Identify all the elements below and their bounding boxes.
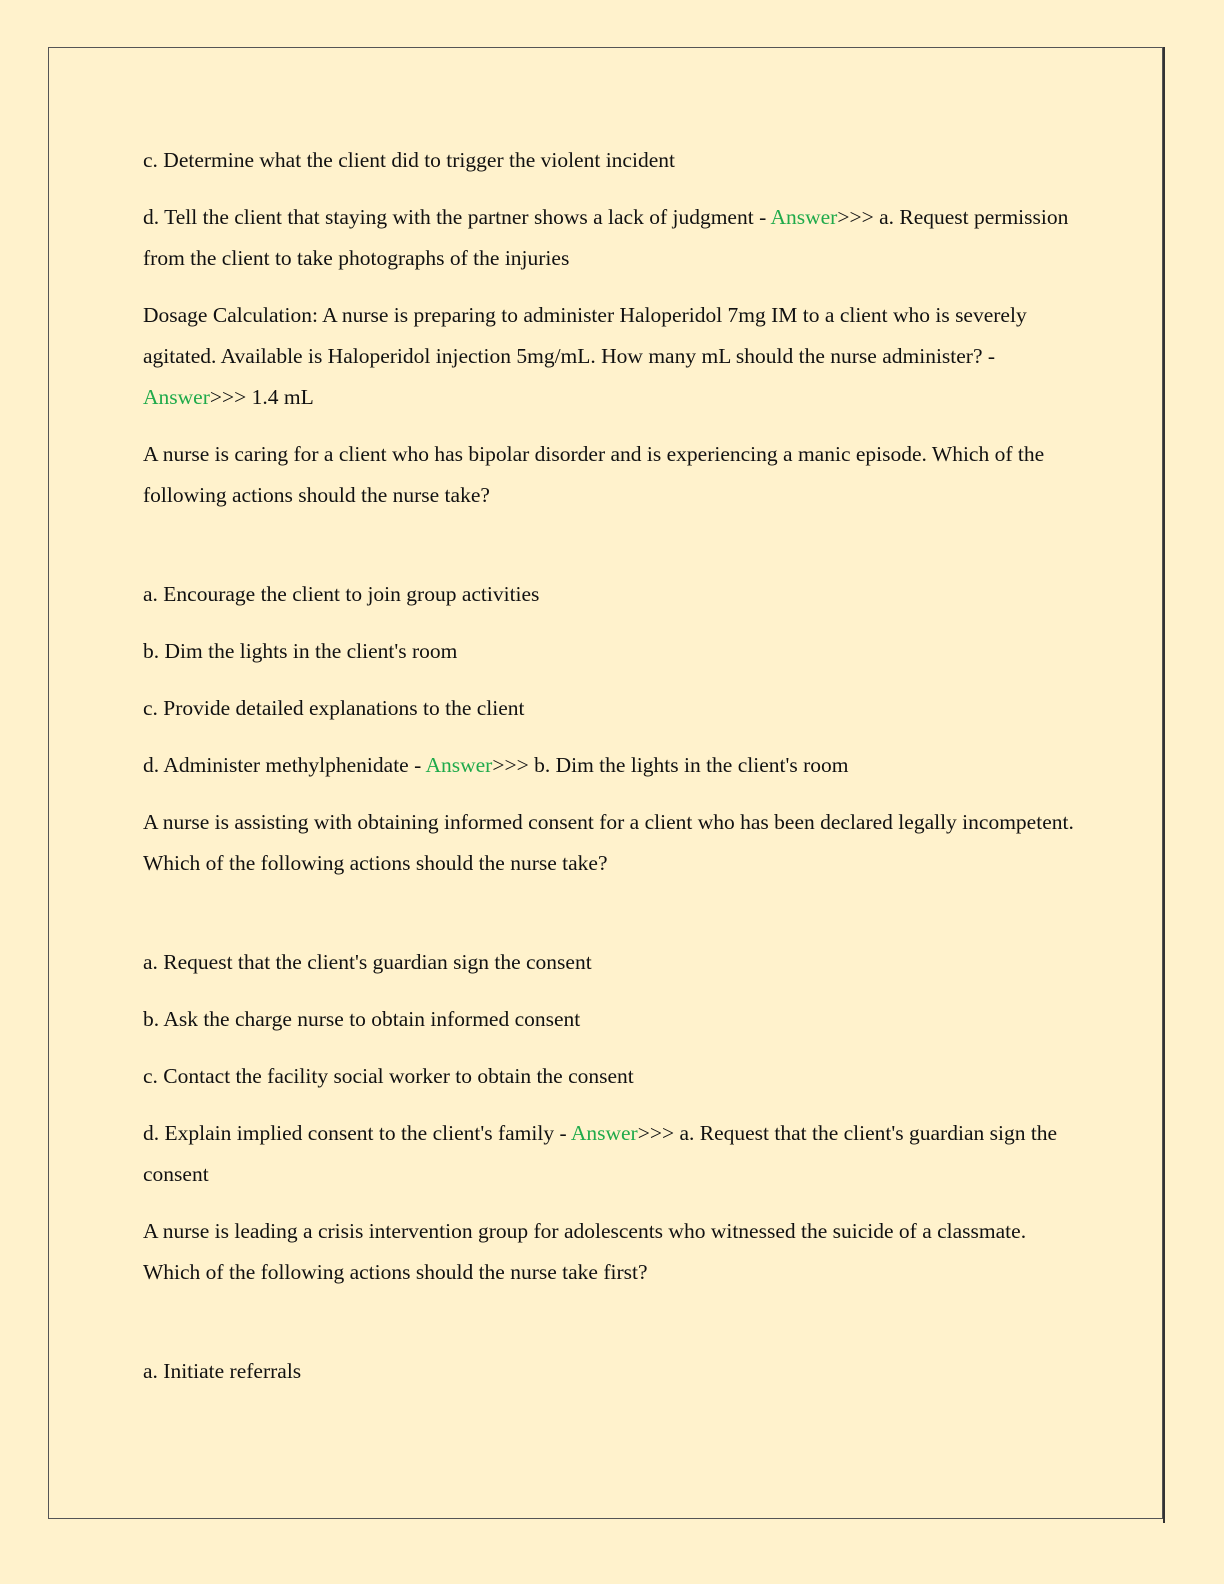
option-text: a. Initiate referrals <box>143 1359 302 1383</box>
answer-text: >>> a. Request that the client's guardian sign the consent <box>143 1121 1058 1186</box>
option-d-answer-dim-lights <box>143 745 1083 786</box>
question-text: A nurse is caring for a client who has bipolar disorder and is experiencing a manic episode. Which of the following actions should the nurse take? <box>143 442 1045 507</box>
option-b-charge-nurse <box>143 999 1083 1040</box>
option-text: a. Request that the client's guardian sign the consent <box>143 950 592 974</box>
option-c-social-worker <box>143 1056 1083 1097</box>
answer-text: >>> b. Dim the lights in the client's room <box>492 753 849 777</box>
option-text: b. Dim the lights in the client's room <box>143 639 458 663</box>
option-c-trigger <box>143 140 1083 181</box>
page-border-edge <box>1163 47 1165 1523</box>
answer-label: Answer <box>425 753 493 777</box>
spacer <box>143 900 1083 942</box>
question-text: Dosage Calculation: A nurse is preparing to administer Haloperidol 7mg IM to a client who is severely agitated. Available is Haloperidol injection 5mg/mL. How many mL should the nurse administer? - <box>143 303 1027 368</box>
option-d-answer-photographs <box>143 197 1083 279</box>
question-text: A nurse is leading a crisis intervention group for adolescents who witnessed the suicide of a classmate. Which of the following actions should the nurse take first? <box>143 1219 1027 1284</box>
spacer <box>143 1309 1083 1351</box>
option-text: c. Contact the facility social worker to obtain the consent <box>143 1064 634 1088</box>
question-text: A nurse is assisting with obtaining informed consent for a client who has been declared legally incompetent. Which of the following actions should the nurse take? <box>143 810 1074 875</box>
option-b-dim-lights <box>143 631 1083 672</box>
question-bipolar-manic <box>143 434 1083 516</box>
question-crisis-intervention <box>143 1211 1083 1293</box>
answer-label: Answer <box>570 1121 638 1145</box>
option-text: c. Determine what the client did to trigger the violent incident <box>143 148 675 172</box>
option-a-referrals <box>143 1351 1083 1392</box>
spacer <box>143 532 1083 574</box>
option-text: d. Explain implied consent to the client's family - <box>143 1121 571 1145</box>
answer-label: Answer <box>143 385 210 409</box>
option-c-explanations <box>143 688 1083 729</box>
answer-text: >>> a. Request permission from the client to take photographs of the injuries <box>143 205 1069 270</box>
answer-text: >>> 1.4 mL <box>209 385 314 409</box>
option-d-answer-guardian <box>143 1113 1083 1195</box>
option-text: a. Encourage the client to join group activities <box>143 582 540 606</box>
option-text: c. Provide detailed explanations to the client <box>143 696 525 720</box>
option-a-guardian-sign <box>143 942 1083 983</box>
question-informed-consent <box>143 802 1083 884</box>
document-body <box>143 140 1083 1408</box>
question-dosage-calculation <box>143 295 1083 418</box>
option-text: b. Ask the charge nurse to obtain informed consent <box>143 1007 581 1031</box>
option-a-group-activities <box>143 574 1083 615</box>
option-text: d. Administer methylphenidate - <box>143 753 426 777</box>
option-text: d. Tell the client that staying with the partner shows a lack of judgment - <box>143 205 771 229</box>
answer-label: Answer <box>770 205 838 229</box>
